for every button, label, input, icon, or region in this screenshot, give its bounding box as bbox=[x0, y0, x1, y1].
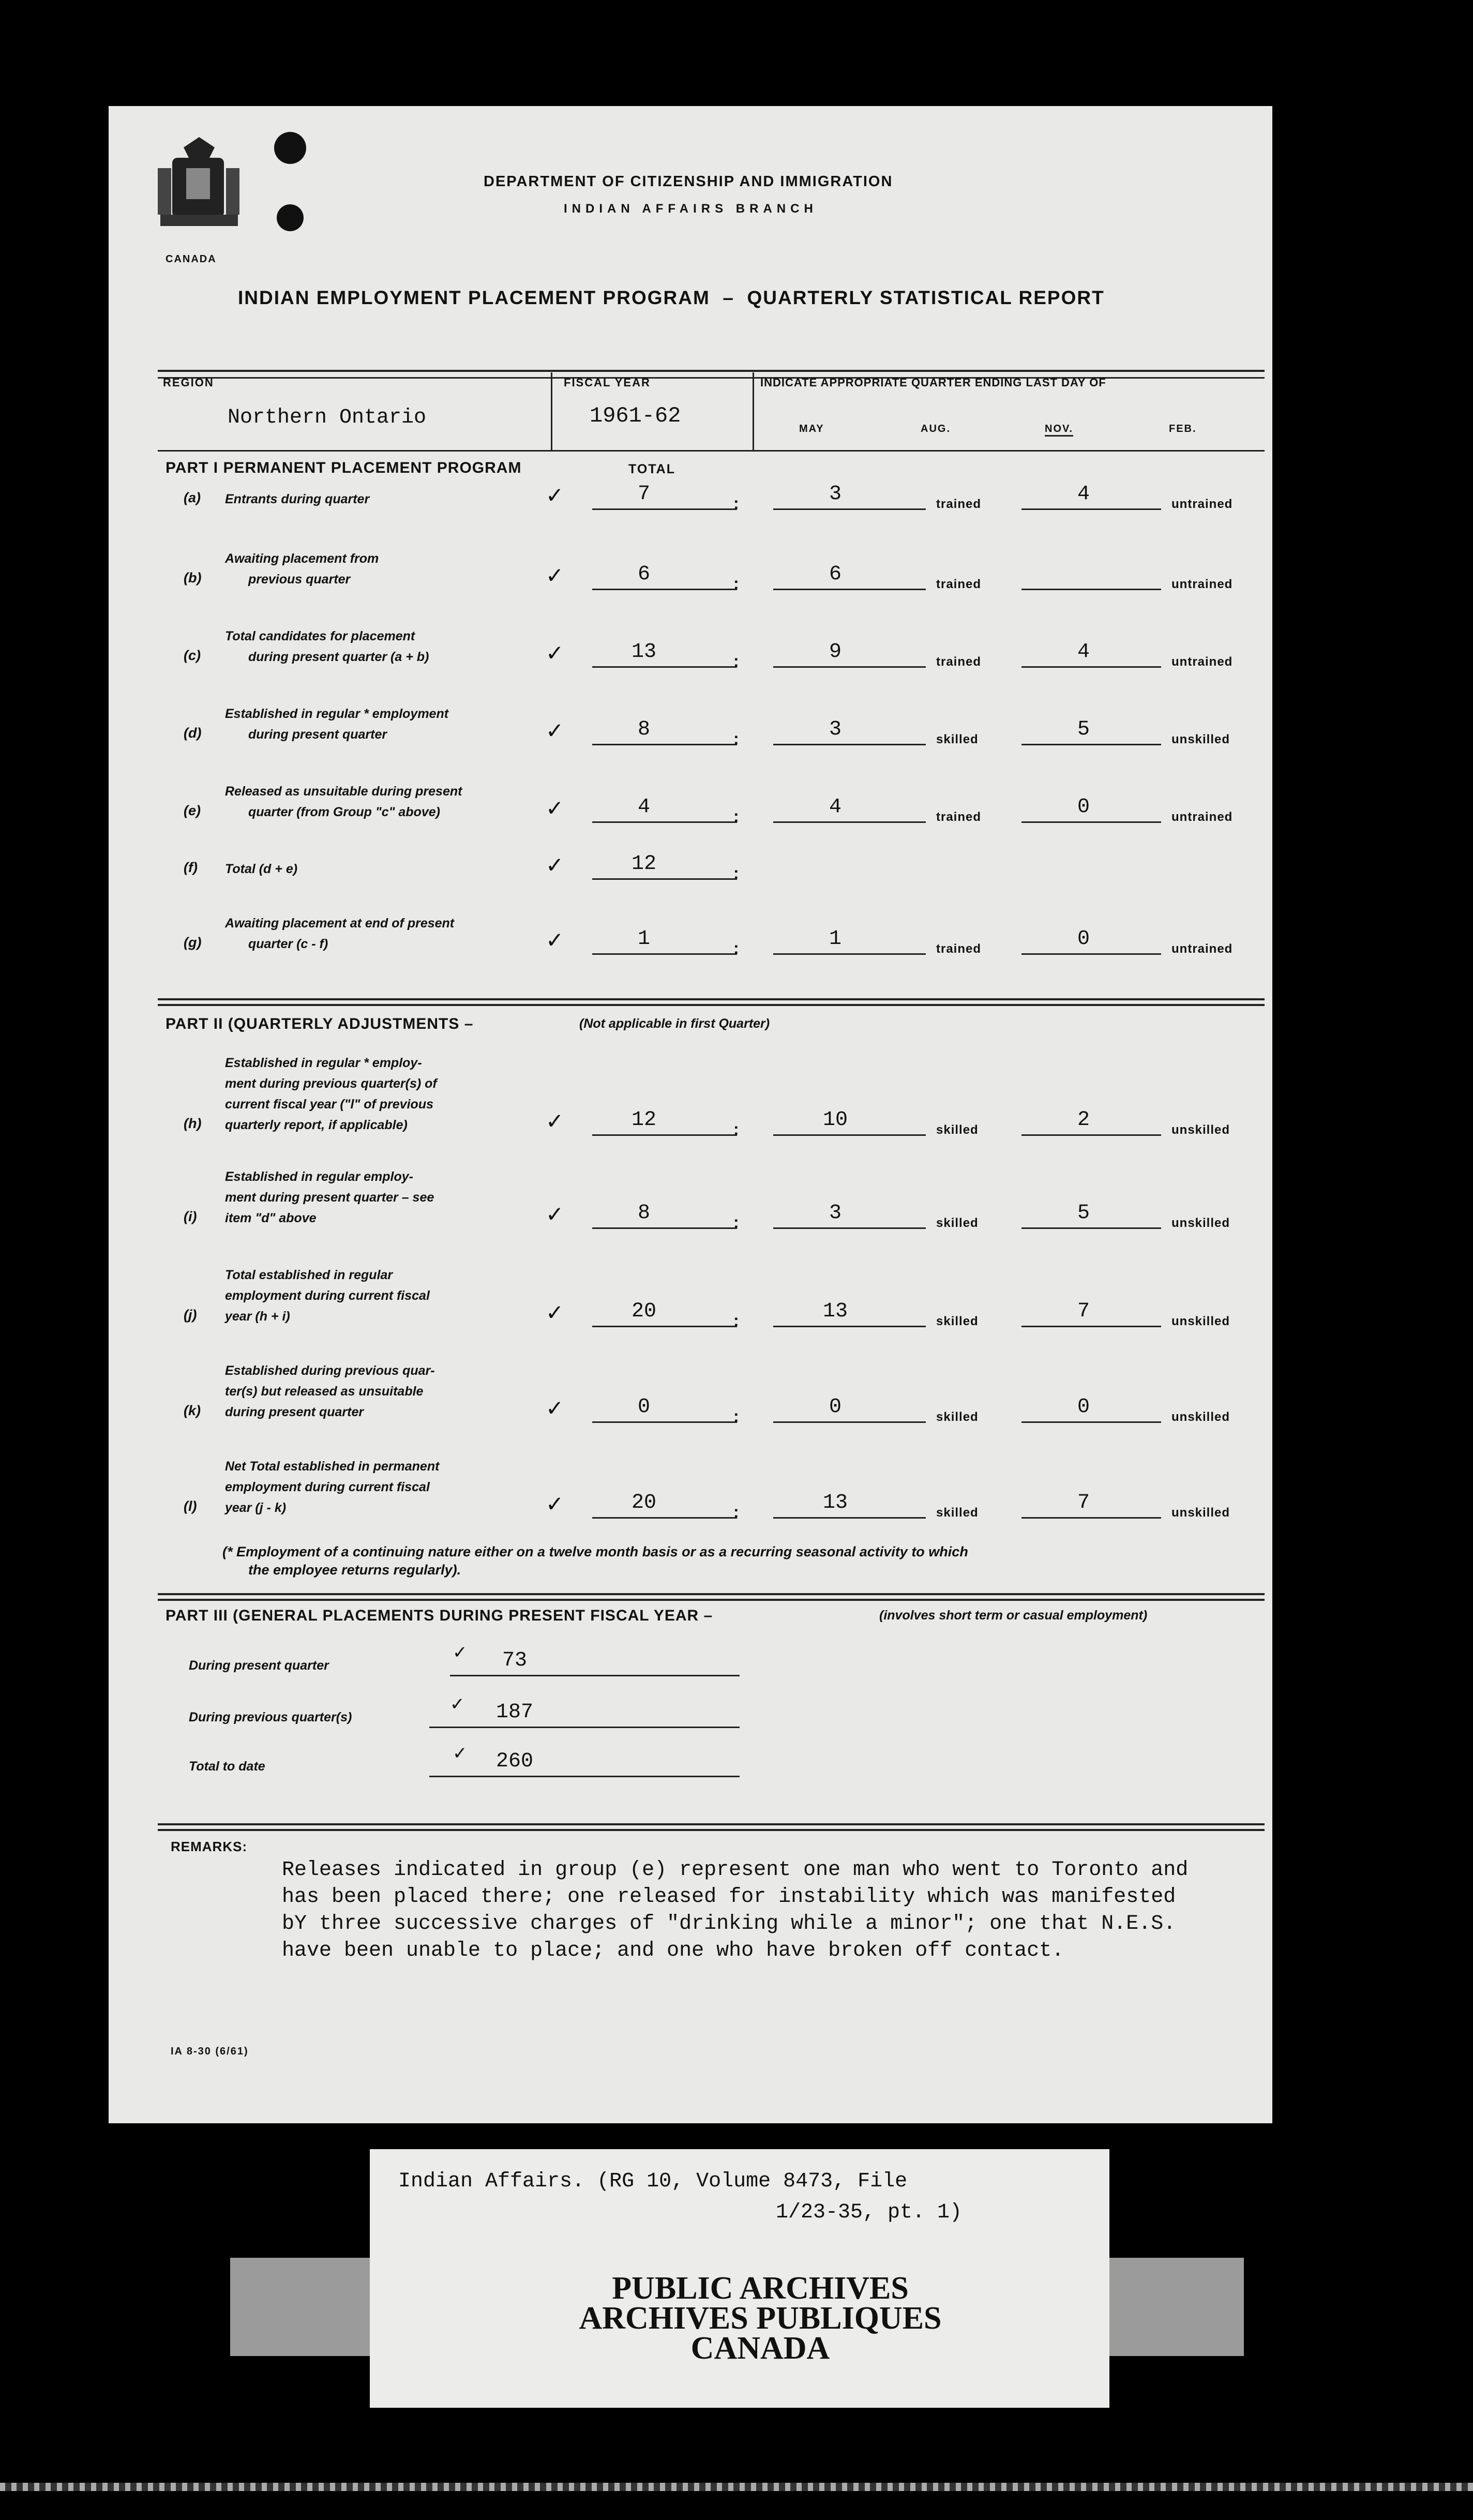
row-label: Established in regular * employ- bbox=[225, 1056, 422, 1070]
colon-separator: : bbox=[733, 652, 739, 670]
unit-label-1: skilled bbox=[936, 1506, 979, 1520]
remarks-line: Releases indicated in group (e) represent one man who went to Toronto and bbox=[282, 1858, 1189, 1882]
row-label: during present quarter bbox=[225, 1405, 364, 1419]
colon-separator: : bbox=[733, 1213, 739, 1232]
info-bottom-rule bbox=[158, 450, 1265, 452]
count-line bbox=[773, 1517, 926, 1519]
quarter-feb: FEB. bbox=[1169, 423, 1197, 434]
row-label: quarterly report, if applicable) bbox=[225, 1118, 408, 1132]
region-label: REGION bbox=[163, 376, 214, 389]
row-label: ment during present quarter – see bbox=[225, 1190, 434, 1205]
count-line bbox=[1021, 821, 1161, 823]
total-value: 8 bbox=[637, 718, 650, 741]
check-mark-icon: ✓ bbox=[453, 1743, 468, 1764]
colon-separator: : bbox=[733, 1503, 739, 1521]
check-mark-icon: ✓ bbox=[546, 1396, 564, 1421]
part2-subtitle: (Not applicable in first Quarter) bbox=[579, 1016, 770, 1031]
row-label: quarter (c - f) bbox=[248, 937, 328, 951]
total-line bbox=[592, 1134, 737, 1136]
row-letter: (l) bbox=[184, 1498, 197, 1514]
general-placement-label: Total to date bbox=[189, 1759, 265, 1774]
count-line bbox=[1021, 1517, 1161, 1519]
count-line bbox=[773, 666, 926, 668]
unit-label-2: untrained bbox=[1171, 497, 1233, 511]
unit-label-2: unskilled bbox=[1171, 1123, 1230, 1137]
row-label: during present quarter (a + b) bbox=[248, 650, 429, 664]
check-mark-icon: ✓ bbox=[546, 927, 564, 953]
unit-label-1: trained bbox=[936, 942, 982, 956]
fiscal-year-label: FISCAL YEAR bbox=[564, 376, 651, 389]
count-value-2: 0 bbox=[1077, 1396, 1090, 1419]
count-line bbox=[773, 1227, 926, 1229]
count-value-1: 10 bbox=[822, 1108, 848, 1132]
check-mark-icon: ✓ bbox=[546, 640, 564, 666]
count-value-1: 3 bbox=[829, 483, 841, 506]
total-line bbox=[592, 1227, 737, 1229]
check-mark-icon: ✓ bbox=[546, 1108, 564, 1134]
unit-label-1: skilled bbox=[936, 732, 979, 746]
total-value: 0 bbox=[637, 1396, 650, 1419]
count-line bbox=[773, 1326, 926, 1327]
count-value-2: 4 bbox=[1077, 640, 1090, 664]
row-label: Awaiting placement from bbox=[225, 551, 379, 566]
row-letter: (k) bbox=[184, 1403, 201, 1418]
row-letter: (e) bbox=[184, 803, 201, 818]
row-label: Established in regular employ- bbox=[225, 1169, 413, 1184]
value-line bbox=[450, 1675, 740, 1676]
total-line bbox=[592, 953, 737, 955]
count-line bbox=[1021, 1421, 1161, 1423]
quarter-nov-selected: NOV. bbox=[1045, 423, 1073, 437]
check-mark-icon: ✓ bbox=[450, 1694, 465, 1715]
quarter-may: MAY bbox=[799, 423, 824, 434]
quarter-label: INDICATE APPROPRIATE QUARTER ENDING LAST DAY OF bbox=[760, 376, 1106, 389]
info-divider bbox=[753, 372, 754, 450]
colon-separator: : bbox=[733, 1120, 739, 1138]
remarks-line: have been unable to place; and one who have broken off contact. bbox=[282, 1939, 1064, 1962]
count-line bbox=[773, 589, 926, 590]
row-label: Total candidates for placement bbox=[225, 629, 415, 643]
unit-label-1: trained bbox=[936, 577, 982, 591]
count-line bbox=[773, 821, 926, 823]
count-line bbox=[1021, 666, 1161, 668]
film-edge bbox=[0, 2483, 1473, 2491]
row-letter: (g) bbox=[184, 935, 202, 950]
count-value-2: 0 bbox=[1077, 796, 1090, 819]
count-value-2: 7 bbox=[1077, 1300, 1090, 1323]
colon-separator: : bbox=[733, 729, 739, 748]
check-mark-icon: ✓ bbox=[546, 1202, 564, 1227]
ink-blot bbox=[274, 132, 306, 164]
row-label: ment during previous quarter(s) of bbox=[225, 1076, 437, 1091]
check-mark-icon: ✓ bbox=[546, 563, 564, 588]
count-value-1: 1 bbox=[829, 927, 841, 951]
row-letter: (i) bbox=[184, 1209, 197, 1224]
colon-separator: : bbox=[733, 574, 739, 593]
total-value: 13 bbox=[631, 640, 656, 664]
count-line bbox=[1021, 508, 1161, 510]
count-value-2: 0 bbox=[1077, 927, 1090, 951]
total-value: 8 bbox=[637, 1202, 650, 1225]
count-value-1: 3 bbox=[829, 718, 841, 741]
general-placement-value: 260 bbox=[495, 1750, 533, 1773]
country-label: CANADA bbox=[166, 253, 217, 265]
total-value: 1 bbox=[637, 927, 650, 951]
quarter-aug: AUG. bbox=[921, 423, 951, 434]
check-mark-icon: ✓ bbox=[546, 796, 564, 821]
count-line bbox=[773, 953, 926, 955]
check-mark-icon: ✓ bbox=[546, 483, 564, 508]
colon-separator: : bbox=[733, 494, 739, 513]
unit-label-1: trained bbox=[936, 497, 982, 511]
count-line bbox=[1021, 589, 1161, 590]
unit-label-1: trained bbox=[936, 810, 982, 824]
total-value: 12 bbox=[631, 1108, 656, 1132]
unit-label-2: untrained bbox=[1171, 810, 1233, 824]
unit-label-1: trained bbox=[936, 655, 982, 669]
count-value-2: 7 bbox=[1077, 1491, 1090, 1514]
count-line bbox=[1021, 1326, 1161, 1327]
total-line bbox=[592, 821, 737, 823]
part1-title: PART I PERMANENT PLACEMENT PROGRAM bbox=[166, 459, 522, 476]
stamp-line: PUBLIC ARCHIVES bbox=[612, 2271, 909, 2306]
check-mark-icon: ✓ bbox=[546, 1300, 564, 1325]
count-value-2: 5 bbox=[1077, 1202, 1090, 1225]
total-value: 20 bbox=[631, 1300, 656, 1323]
colon-separator: : bbox=[733, 807, 739, 826]
total-line bbox=[592, 744, 737, 745]
fiscal-year-value: 1961-62 bbox=[590, 403, 681, 428]
archive-stamp bbox=[533, 2271, 988, 2366]
count-value-2: 5 bbox=[1077, 718, 1090, 741]
remarks-label: REMARKS: bbox=[171, 1839, 248, 1854]
total-value: 7 bbox=[637, 483, 650, 506]
count-line bbox=[773, 1134, 926, 1136]
remarks-text bbox=[282, 1857, 1188, 1964]
colon-separator: : bbox=[733, 1407, 739, 1426]
value-line bbox=[429, 1776, 740, 1777]
unit-label-2: unskilled bbox=[1171, 1506, 1230, 1520]
part3-rule bbox=[158, 1593, 1265, 1601]
general-placement-label: During present quarter bbox=[189, 1658, 329, 1673]
colon-separator: : bbox=[733, 864, 739, 882]
branch-title: INDIAN AFFAIRS BRANCH bbox=[564, 202, 818, 216]
row-label: Total established in regular bbox=[225, 1268, 393, 1282]
total-line bbox=[592, 508, 737, 510]
region-value: Northern Ontario bbox=[228, 406, 427, 429]
archive-reference-line2: 1/23-35, pt. 1) bbox=[776, 2201, 963, 2224]
coat-of-arms-icon bbox=[158, 137, 241, 248]
count-value-1: 13 bbox=[822, 1300, 848, 1323]
unit-label-2: unskilled bbox=[1171, 1410, 1230, 1424]
general-placement-value: 187 bbox=[495, 1701, 533, 1724]
total-column-label: TOTAL bbox=[628, 462, 676, 476]
row-label: during present quarter bbox=[248, 727, 387, 742]
count-line bbox=[773, 1421, 926, 1423]
total-value: 20 bbox=[631, 1491, 656, 1514]
remarks-rule bbox=[158, 1823, 1265, 1831]
stamp-line: ARCHIVES PUBLIQUES bbox=[579, 2301, 942, 2336]
row-letter: (j) bbox=[184, 1307, 197, 1323]
report-title: INDIAN EMPLOYMENT PLACEMENT PROGRAM – QUARTERLY STATISTICAL REPORT bbox=[238, 287, 1105, 308]
total-value: 4 bbox=[637, 796, 650, 819]
unit-label-2: unskilled bbox=[1171, 1314, 1230, 1328]
total-line bbox=[592, 1421, 737, 1423]
check-mark-icon: ✓ bbox=[453, 1642, 468, 1663]
unit-label-2: untrained bbox=[1171, 942, 1233, 956]
count-line bbox=[773, 508, 926, 510]
row-label: Released as unsuitable during present bbox=[225, 784, 462, 799]
unit-label-1: skilled bbox=[936, 1123, 979, 1137]
row-label: year (j - k) bbox=[225, 1501, 287, 1515]
row-label: Net Total established in permanent bbox=[225, 1459, 440, 1474]
row-label: year (h + i) bbox=[225, 1309, 290, 1324]
row-label: previous quarter bbox=[248, 572, 351, 587]
colon-separator: : bbox=[733, 1311, 739, 1330]
unit-label-1: skilled bbox=[936, 1410, 979, 1424]
ink-blot bbox=[277, 204, 304, 231]
row-label: Entrants during quarter bbox=[225, 492, 370, 506]
row-label: employment during current fiscal bbox=[225, 1288, 430, 1303]
general-placement-label: During previous quarter(s) bbox=[189, 1710, 352, 1724]
footnote-line2: the employee returns regularly). bbox=[248, 1562, 461, 1578]
unit-label-1: skilled bbox=[936, 1314, 979, 1328]
row-label: Established during previous quar- bbox=[225, 1363, 435, 1378]
count-line bbox=[1021, 953, 1161, 955]
total-value: 6 bbox=[637, 563, 650, 586]
info-divider bbox=[551, 372, 552, 450]
unit-label-1: skilled bbox=[936, 1216, 979, 1230]
part3-subtitle: (involves short term or casual employment) bbox=[879, 1608, 1148, 1623]
row-label: current fiscal year ("l" of previous bbox=[225, 1097, 434, 1112]
check-mark-icon: ✓ bbox=[546, 718, 564, 743]
count-value-1: 3 bbox=[829, 1202, 841, 1225]
part3-title: PART III (GENERAL PLACEMENTS DURING PRESENT FISCAL YEAR – bbox=[166, 1607, 713, 1624]
department-title: DEPARTMENT OF CITIZENSHIP AND IMMIGRATION bbox=[484, 173, 893, 190]
total-line bbox=[592, 589, 737, 590]
row-label: Total (d + e) bbox=[225, 862, 298, 876]
row-label: Established in regular * employment bbox=[225, 707, 449, 721]
remarks-line: has been placed there; one released for instability which was manifested bbox=[282, 1885, 1176, 1909]
count-value-1: 4 bbox=[829, 796, 841, 819]
row-label: item "d" above bbox=[225, 1211, 317, 1225]
total-line bbox=[592, 1517, 737, 1519]
total-value: 12 bbox=[631, 852, 656, 876]
row-letter: (c) bbox=[184, 648, 201, 663]
count-value-1: 9 bbox=[829, 640, 841, 664]
form-number: IA 8-30 (6/61) bbox=[171, 2046, 249, 2057]
count-line bbox=[1021, 1134, 1161, 1136]
unit-label-2: unskilled bbox=[1171, 732, 1230, 746]
row-label: employment during current fiscal bbox=[225, 1480, 430, 1494]
count-value-2: 2 bbox=[1077, 1108, 1090, 1132]
stamp-line: CANADA bbox=[690, 2331, 830, 2366]
total-line bbox=[592, 878, 737, 880]
total-line bbox=[592, 666, 737, 668]
check-mark-icon: ✓ bbox=[546, 1491, 564, 1517]
count-line bbox=[1021, 1227, 1161, 1229]
row-letter: (b) bbox=[184, 570, 202, 586]
row-label: Awaiting placement at end of present bbox=[225, 916, 455, 931]
count-value-1: 0 bbox=[829, 1396, 841, 1419]
general-placement-value: 73 bbox=[502, 1649, 527, 1672]
row-label: ter(s) but released as unsuitable bbox=[225, 1384, 424, 1399]
remarks-line: bY three successive charges of "drinking while a minor"; one that N.E.S. bbox=[282, 1912, 1176, 1936]
row-letter: (h) bbox=[184, 1116, 202, 1131]
colon-separator: : bbox=[733, 939, 739, 957]
count-line bbox=[1021, 744, 1161, 745]
row-letter: (f) bbox=[184, 860, 198, 875]
row-letter: (d) bbox=[184, 725, 202, 741]
count-value-2: 4 bbox=[1077, 483, 1090, 506]
count-value-1: 6 bbox=[829, 563, 841, 586]
part2-rule bbox=[158, 998, 1265, 1006]
archive-reference-line1: Indian Affairs. (RG 10, Volume 8473, File bbox=[398, 2170, 908, 2193]
unit-label-2: untrained bbox=[1171, 577, 1233, 591]
check-mark-icon: ✓ bbox=[546, 852, 564, 878]
count-value-1: 13 bbox=[822, 1491, 848, 1514]
part2-title: PART II (QUARTERLY ADJUSTMENTS – bbox=[166, 1015, 474, 1032]
row-letter: (a) bbox=[184, 490, 201, 505]
total-line bbox=[592, 1326, 737, 1327]
count-line bbox=[773, 744, 926, 745]
footnote-line1: (* Employment of a continuing nature either on a twelve month basis or as a recurring seasonal activity to which bbox=[222, 1544, 968, 1559]
unit-label-2: untrained bbox=[1171, 655, 1233, 669]
value-line bbox=[429, 1727, 740, 1728]
unit-label-2: unskilled bbox=[1171, 1216, 1230, 1230]
row-label: quarter (from Group "c" above) bbox=[248, 805, 440, 819]
